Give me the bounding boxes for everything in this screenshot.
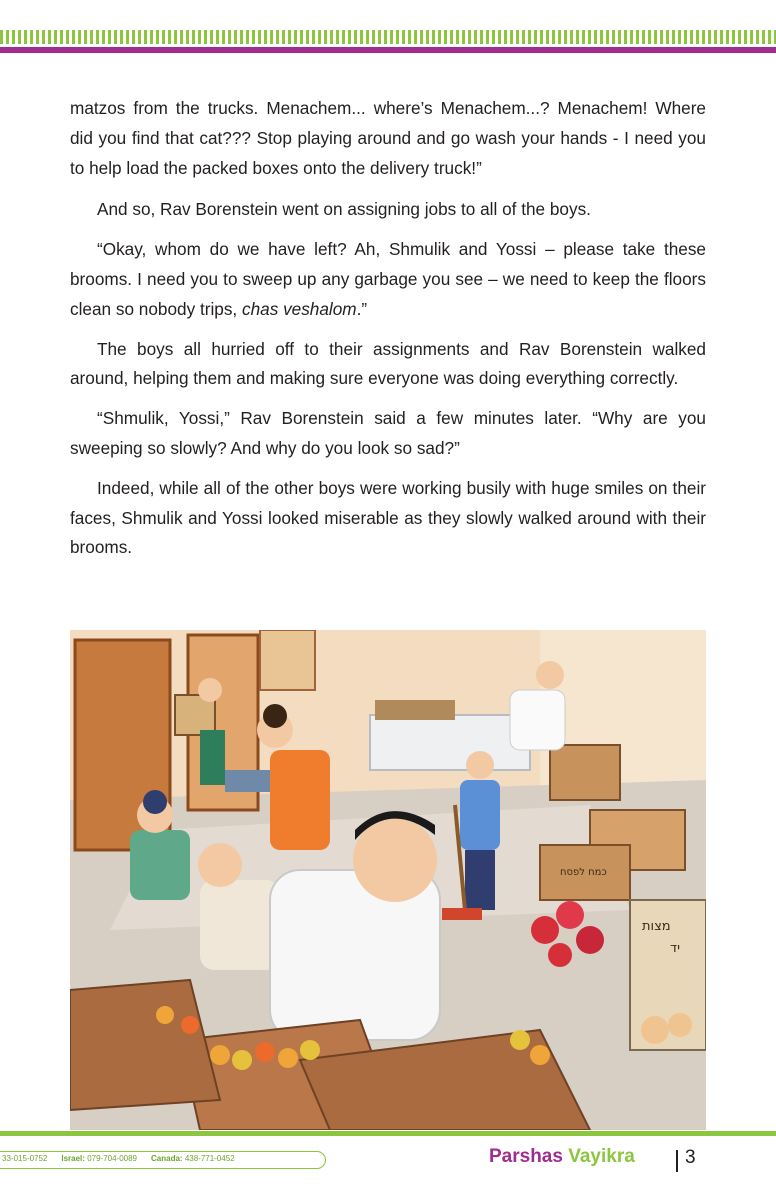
box [550,745,620,800]
box-label: יד [670,941,681,956]
italic-phrase: chas veshalom [241,298,357,319]
header-band [0,0,776,28]
page-number: 3 [685,1147,696,1168]
paragraph [70,235,706,324]
paragraph: matzos from the trucks. Menachem... where’s Menachem...? Menachem! Where did you find that cat??? Stop playing around and go wash your hands - I need you to help load the packed boxes onto the delivery truck!” [70,98,706,178]
footer-rule [0,1131,776,1136]
header-tick-border [0,30,776,44]
story-illustration [70,630,706,1130]
window [260,630,315,690]
canada-phone: 438-771-0452 [184,1154,235,1163]
paragraph-text: “Okay, whom do we have left? Ah, Shmulik and Yossi – please take these brooms. I need you to sweep up any garbage you see – we need to keep the floors clean so nobody trips, [70,239,706,319]
box-label: כמח לפסח [560,867,607,878]
paragraph: And so, Rav Borenstein went on assigning jobs to all of the boys. [97,199,591,220]
table-goods [375,700,455,720]
box-label: מצות [642,919,671,934]
table [370,715,530,770]
canada-label: Canada: [151,1154,183,1163]
israel-phone: 079-704-0089 [87,1154,138,1163]
story-text [70,94,706,573]
parsha-name: Vayikra [568,1146,635,1167]
paragraph: “Shmulik, Yossi,” Rav Borenstein said a few minutes later. “Why are you sweeping so slowly? And why do you look so sad?” [70,408,706,458]
contact-info [0,1151,326,1169]
footer-separator [676,1150,678,1172]
israel-label: Israel: [61,1154,85,1163]
paragraph: The boys all hurried off to their assignments and Rav Borenstein walked around, helping them and making sure everyone was doing everything correctly. [70,338,706,389]
parsha-title [489,1146,635,1168]
phone-number: 33-015-0752 [2,1154,48,1163]
parsha-title-part: Parshas [489,1146,569,1167]
paragraph: Indeed, while all of the other boys were working busily with huge smiles on their faces, Shmulik and Yossi looked miserable as they slowly walked around with their brooms. [70,477,706,558]
header-rule [0,47,776,53]
paragraph-text: .” [356,298,368,319]
